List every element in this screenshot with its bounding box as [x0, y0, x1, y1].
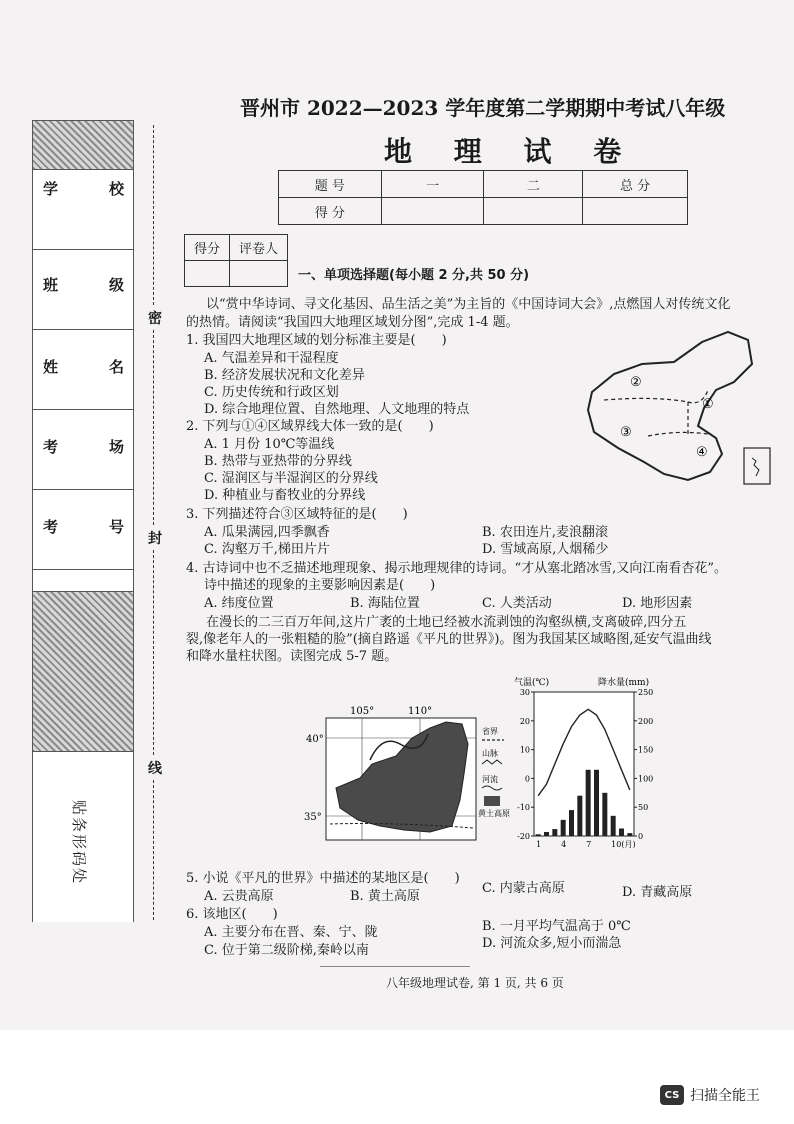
exam-subject: 地 理 试 卷 — [384, 135, 638, 168]
chart-precip-bar — [602, 793, 607, 836]
grader-name-cell[interactable] — [230, 261, 288, 287]
chart-precip-bar — [561, 820, 566, 836]
q3-option-c[interactable]: C. 沟壑万千,梯田片片 — [204, 542, 330, 557]
chart-right-tick-label: 50 — [638, 803, 649, 813]
intro2-line2: 裂,像老年人的一张粗糙的脸”(摘自路遥《平凡的世界》)。图为我国某区域略图,延安气温曲线 — [186, 632, 712, 647]
exam-title: 晋州市 2022—2023 学年度第二学期期中考试八年级 — [240, 96, 726, 120]
q5-option-d[interactable]: D. 青藏高原 — [622, 885, 693, 900]
chart-x-tick-label: 10(月) — [611, 840, 636, 849]
legend-loess-plateau: 黄土高原 — [478, 809, 510, 818]
map2-lat-40: 40° — [306, 734, 324, 745]
q4-stem: 4. 古诗词中也不乏描述地理现象、揭示地理规律的诗词。“才从塞北踏冰雪,又向江南看杏花”。 — [186, 561, 727, 576]
intro1-line2: 的热情。请阅读“我国四大地理区域划分图”,完成 1-4 题。 — [186, 315, 519, 330]
q6-option-a[interactable]: A. 主要分布在晋、秦、宁、陇 — [204, 925, 378, 940]
info-row-exam-room[interactable]: 考 场 — [33, 409, 133, 490]
chart-precip-bar — [544, 832, 549, 836]
q5-option-a[interactable]: A. 云贵高原 — [204, 889, 274, 904]
q3-stem: 3. 下列描述符合③区域特征的是( ) — [186, 507, 408, 522]
q4-option-c[interactable]: C. 人类活动 — [482, 596, 552, 611]
chart-y-left-label: 气温(℃) — [514, 678, 550, 688]
info-row-school[interactable]: 学 校 — [33, 169, 133, 250]
chart-x-tick-label: 4 — [561, 840, 567, 849]
page-footer: 八年级地理试卷, 第 1 页, 共 6 页 — [386, 976, 564, 990]
map2-lon-110: 110° — [408, 706, 433, 717]
seal-line-mid — [153, 330, 154, 525]
q5-option-c[interactable]: C. 内蒙古高原 — [482, 881, 565, 896]
chart-precip-bar — [586, 770, 591, 836]
q4-option-a[interactable]: A. 纬度位置 — [204, 596, 274, 611]
intro2-line1: 在漫长的二三百万年间,这片广袤的土地已经被水流剥蚀的沟壑纵横,支离破碎,四分五 — [206, 615, 687, 630]
q6-stem: 6. 该地区( ) — [186, 907, 278, 922]
q3-option-d[interactable]: D. 雪域高原,人烟稀少 — [482, 542, 609, 557]
scanner-app-logo — [660, 1085, 760, 1105]
q3-option-b[interactable]: B. 农田连片,麦浪翻滚 — [482, 525, 608, 540]
intro2-line3: 和降水量柱状图。读图完成 5-7 题。 — [186, 649, 398, 664]
map-region-4: ④ — [696, 445, 708, 460]
cs-logo-icon: CS — [660, 1085, 684, 1105]
q2-option-c[interactable]: C. 湿润区与半湿润区的分界线 — [204, 471, 378, 486]
chart-precip-bar — [577, 796, 582, 836]
grader-table: 得分 评卷人 — [184, 234, 288, 287]
q6-option-d[interactable]: D. 河流众多,短小而湍急 — [482, 936, 622, 951]
q3-option-a[interactable]: A. 瓜果满园,四季飘香 — [204, 525, 330, 540]
section1-title: 一、单项选择题(每小题 2 分,共 50 分) — [298, 268, 530, 283]
q5-stem: 5. 小说《平凡的世界》中描述的某地区是( ) — [186, 871, 460, 886]
q1-stem: 1. 我国四大地理区域的划分标准主要是( ) — [186, 333, 447, 348]
info-row-class[interactable]: 班 级 — [33, 249, 133, 330]
q4-option-d[interactable]: D. 地形因素 — [622, 596, 693, 611]
q4-stem-2: 诗中描述的现象的主要影响因素是( ) — [204, 578, 436, 593]
china-regions-map — [584, 330, 774, 490]
seal-mark-feng: 封 — [148, 531, 162, 547]
q6-option-c[interactable]: C. 位于第二级阶梯,秦岭以南 — [204, 943, 369, 958]
chart-precip-bar — [619, 829, 624, 836]
q6-option-b[interactable]: B. 一月平均气温高于 0℃ — [482, 919, 631, 934]
info-row-exam-number[interactable]: 考 号 — [33, 489, 133, 570]
q1-option-b[interactable]: B. 经济发展状况和文化差异 — [204, 368, 365, 383]
score-cell-1[interactable] — [381, 198, 484, 225]
info-row-blank — [33, 569, 133, 592]
loess-plateau-map — [300, 704, 510, 854]
map-region-3: ③ — [620, 425, 632, 440]
chart-precip-bar — [569, 810, 574, 836]
chart-right-tick-label: 150 — [638, 745, 654, 755]
chart-precip-bar — [594, 770, 599, 836]
chart-right-tick-label: 200 — [638, 716, 654, 726]
chart-precip-bar — [611, 816, 616, 836]
legend-mountain: 山脉 — [482, 749, 498, 758]
legend-river: 河流 — [482, 775, 498, 784]
chart-left-tick-label: 10 — [519, 745, 530, 755]
chart-right-tick-label: 0 — [638, 832, 644, 841]
yanan-climate-chart — [510, 676, 660, 866]
hatch-pattern-mid — [33, 591, 133, 752]
chart-left-tick-label: 30 — [519, 688, 530, 697]
chart-left-tick-label: -10 — [517, 803, 530, 813]
scanner-app-name: 扫描全能王 — [690, 1088, 760, 1104]
score-cell-total[interactable] — [583, 198, 688, 225]
q1-option-c[interactable]: C. 历史传统和行政区划 — [204, 385, 339, 400]
q1-option-a[interactable]: A. 气温差异和干湿程度 — [204, 351, 339, 366]
chart-left-tick-label: 20 — [519, 716, 530, 726]
chart-x-tick-label: 1 — [536, 840, 542, 849]
chart-y-right-label: 降水量(mm) — [598, 678, 650, 688]
seal-mark-mi: 密 — [148, 311, 162, 327]
info-row-name[interactable]: 姓 名 — [33, 329, 133, 410]
seal-mark-xian: 线 — [148, 761, 162, 777]
q4-option-b[interactable]: B. 海陆位置 — [350, 596, 420, 611]
map-region-1: ① — [702, 397, 714, 412]
q2-option-a[interactable]: A. 1 月份 10℃等温线 — [204, 437, 335, 452]
map-region-2: ② — [630, 375, 642, 390]
footer-rule — [320, 966, 470, 967]
chart-left-tick-label: -20 — [517, 832, 530, 841]
map2-lat-35: 35° — [304, 812, 322, 823]
q2-stem: 2. 下列与①④区域界线大体一致的是( ) — [186, 419, 434, 434]
chart-left-tick-label: 0 — [524, 774, 530, 784]
map2-lon-105: 105° — [350, 706, 375, 717]
chart-precip-bar — [552, 829, 557, 836]
q2-option-d[interactable]: D. 种植业与畜牧业的分界线 — [204, 488, 366, 503]
chart-right-tick-label: 250 — [638, 688, 654, 697]
seal-line-bottom — [153, 780, 154, 920]
q2-option-b[interactable]: B. 热带与亚热带的分界线 — [204, 454, 352, 469]
legend-province-border: 省界 — [482, 727, 498, 736]
score-cell-2[interactable] — [484, 198, 583, 225]
chart-right-tick-label: 100 — [638, 774, 654, 784]
intro1-line1: 以“赏中华诗词、寻文化基因、品生活之美”为主旨的《中国诗词大会》,点燃国人对传统文化 — [206, 297, 731, 312]
seal-line-top — [153, 125, 154, 305]
chart-precip-bar — [536, 834, 541, 836]
hatch-pattern-top — [33, 121, 133, 169]
chart-x-tick-label: 7 — [586, 840, 592, 849]
q1-option-d[interactable]: D. 综合地理位置、自然地理、人文地理的特点 — [204, 402, 470, 417]
score-table: 题 号 一 二 总 分 得 分 — [278, 170, 688, 225]
barcode-label: 贴条形码处 — [70, 800, 88, 886]
seal-line-low — [153, 550, 154, 755]
q5-option-b[interactable]: B. 黄土高原 — [350, 889, 420, 904]
grader-score-cell[interactable] — [185, 261, 230, 287]
chart-precip-bar — [627, 833, 632, 836]
